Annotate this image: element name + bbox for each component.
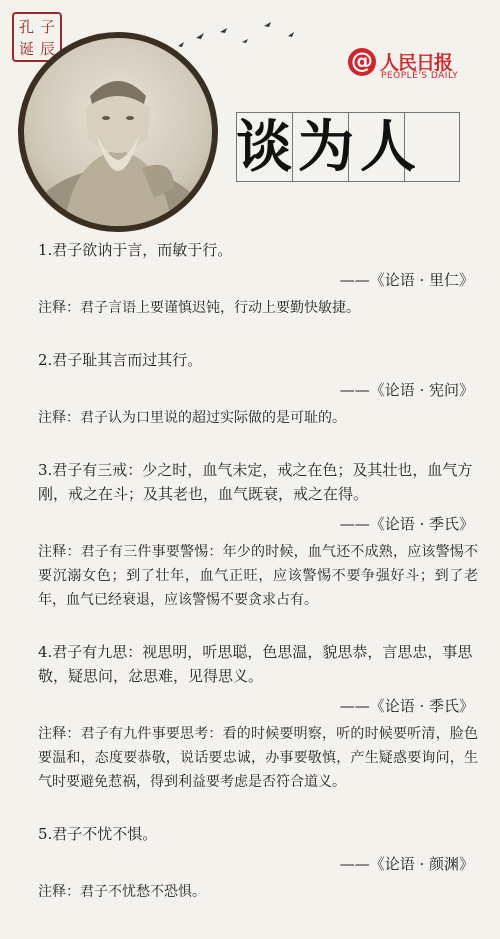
flying-birds-icon — [168, 18, 318, 58]
quote-note: 注释：君子不忧愁不恐惧。 — [38, 884, 206, 900]
quote-note: 注释：君子言语上要谨慎迟钝，行动上要勤快敏捷。 — [38, 300, 360, 316]
confucius-statue-icon — [24, 38, 212, 226]
quote-source: ——《论语 · 宪问》 — [339, 381, 474, 399]
quote-note: 注释：君子有九件事要思考：看的时候要明察，听的时候要听清，脸色要温和，态度要恭敬，说话要忠诚，办事要敬慎，产生疑惑要询问，生气时要避免惹祸，得到利益要考虑是否符合道义。 — [38, 726, 478, 790]
seal-char: 孔 — [18, 18, 34, 36]
at-icon: @ — [348, 48, 376, 76]
quote-item — [38, 238, 478, 320]
quote-source: ——《论语 · 里仁》 — [339, 271, 474, 289]
peoples-daily-logo — [348, 46, 488, 86]
confucius-portrait — [18, 32, 218, 232]
quote-text: 3.君子有三戒：少之时，血气未定，戒之在色；及其壮也，血气方刚，戒之在斗；及其老也，血气既衰，戒之在得。 — [38, 461, 473, 503]
quote-source: ——《论语 · 季氏》 — [339, 515, 474, 533]
seal-char: 辰 — [39, 40, 55, 58]
quote-item — [38, 640, 478, 794]
page-title: 谈为人 — [236, 114, 422, 180]
quote-text: 4.君子有九思：视思明，听思聪，色思温，貌思恭，言思忠，事思敬，疑思问，忿思难，见得思义。 — [38, 643, 473, 685]
quote-note: 注释：君子认为口里说的超过实际做的是可耻的。 — [38, 410, 346, 426]
quote-source: ——《论语 · 季氏》 — [339, 697, 474, 715]
quote-text: 1.君子欲讷于言，而敏于行。 — [38, 241, 233, 259]
quote-item — [38, 458, 478, 612]
quotes-list — [38, 238, 478, 904]
brand-name: 人民日报 — [380, 52, 453, 74]
quote-text: 2.君子耻其言而过其行。 — [38, 351, 203, 369]
quote-note: 注释：君子有三件事要警惕：年少的时候，血气还不成熟，应该警惕不要沉溺女色；到了壮年，血气正旺，应该警惕不要争强好斗；到了老年，血气已经衰退，应该警惕不要贪求占有。 — [38, 544, 478, 608]
quote-text: 5.君子不忧不惧。 — [38, 825, 158, 843]
seal-char: 子 — [39, 18, 55, 36]
quote-item — [38, 348, 478, 430]
header-banner — [0, 0, 500, 230]
quote-item — [38, 822, 478, 904]
quote-source: ——《论语 · 颜渊》 — [339, 855, 474, 873]
seal-char: 诞 — [18, 40, 34, 58]
brand-subtitle: PEOPLE'S DAILY — [381, 71, 459, 81]
